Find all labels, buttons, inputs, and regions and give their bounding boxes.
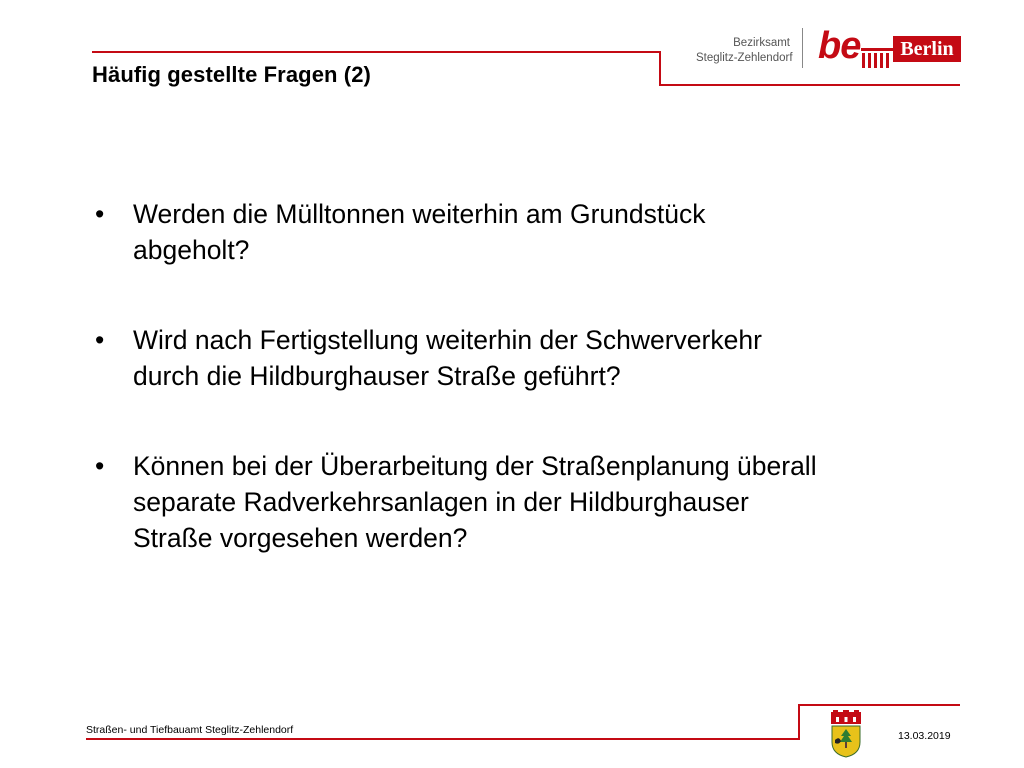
org-name-line2: Steglitz-Zehlendorf bbox=[696, 52, 793, 64]
org-name-line1: Bezirksamt bbox=[733, 37, 790, 49]
footer-rule-bottom bbox=[86, 738, 800, 740]
header-rule-top bbox=[92, 51, 659, 53]
berlin-logo: Berlin bbox=[893, 36, 961, 62]
footer-rule-step bbox=[798, 704, 800, 740]
footer-date: 13.03.2019 bbox=[898, 730, 951, 742]
bullet-icon: • bbox=[95, 451, 105, 481]
question-text-line: separate Radverkehrsanlagen in der Hildburghauser bbox=[133, 487, 749, 517]
bullet-icon: • bbox=[95, 199, 105, 229]
brandenburg-gate-icon bbox=[861, 48, 893, 68]
header-rule-step bbox=[659, 51, 661, 86]
be-logo-text: be bbox=[818, 25, 861, 67]
question-text-line: Können bei der Überarbeitung der Straßenplanung überall bbox=[133, 451, 817, 481]
page-title: Häufig gestellte Fragen (2) bbox=[92, 62, 371, 87]
question-text-line: abgeholt? bbox=[133, 235, 250, 265]
question-item bbox=[95, 322, 975, 394]
district-coat-of-arms-icon bbox=[829, 710, 863, 758]
header-rule-bottom bbox=[659, 84, 960, 86]
question-list bbox=[95, 196, 975, 556]
question-text-line: Wird nach Fertigstellung weiterhin der Schwerverkehr bbox=[133, 325, 762, 355]
org-name bbox=[696, 36, 793, 66]
question-text-line: durch die Hildburghauser Straße geführt? bbox=[133, 361, 621, 391]
question-item bbox=[95, 448, 975, 556]
footer-rule-top bbox=[800, 704, 960, 706]
question-text-line: Werden die Mülltonnen weiterhin am Grundstück bbox=[133, 199, 706, 229]
question-text-line: Straße vorgesehen werden? bbox=[133, 523, 468, 553]
bullet-icon: • bbox=[95, 325, 105, 355]
question-item bbox=[95, 196, 975, 268]
footer-department: Straßen- und Tiefbauamt Steglitz-Zehlendorf bbox=[86, 724, 294, 736]
logo-divider bbox=[802, 28, 803, 68]
